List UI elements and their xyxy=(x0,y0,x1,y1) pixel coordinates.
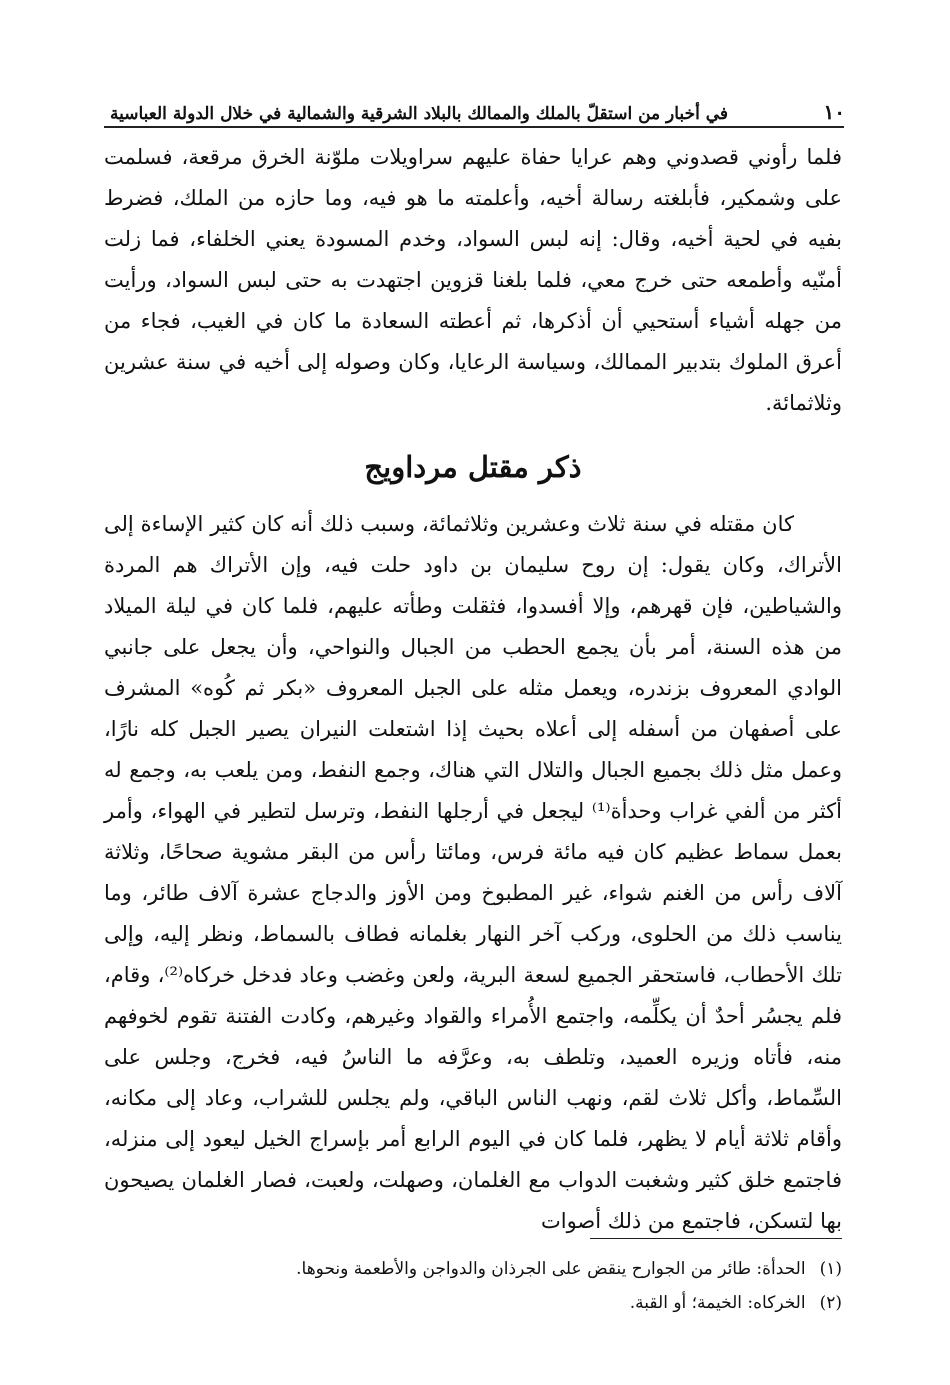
footnote-1 xyxy=(104,1252,842,1286)
footnotes xyxy=(104,1252,842,1320)
header-divider xyxy=(104,126,844,128)
footnote-text: الحدأة: طائر من الجوارح ينقض على الجرذان والدواجن والأطعمة ونحوها. xyxy=(296,1259,806,1279)
page-header xyxy=(110,84,845,124)
footnote-text: الخركاه: الخيمة؛ أو القبة. xyxy=(629,1293,806,1313)
footnote-marker: (٢) xyxy=(819,1293,842,1313)
running-title: في أخبار من استقلّ بالملك والممالك بالبلاد الشرقية والشمالية في خلال الدولة العباسية xyxy=(110,104,729,124)
page-number: ١٠ xyxy=(823,100,845,124)
intro-paragraph: فلما رأوني قصدوني وهم عرايا حفاة عليهم سراويلات ملوّنة الخرق مرقعة، فسلمت على وشمكير، فأبلغته رسالة أخيه، وأعلمته ما هو فيه، وما حازه من الملك، فضرط بفيه في لحية أخيه، وقال: إنه لبس السواد، وخدم المسودة يعني الخلفاء، فما زلت أمنّيه وأطمعه حتى خرج معي، فلما بلغنا قزوين اجتهدت به حتى لبس السواد، ورأيت من جهله أشياء أستحيي أن أذكرها، ثم أعطته السعادة ما كان في الغيب، فجاء من أعرق الملوك بتدبير الممالك، وسياسة الرعايا، وكان وصوله إلى أخيه في سنة عشرين وثلاثمائة. xyxy=(104,145,842,415)
section-heading: ذكر مقتل مرداويج xyxy=(364,450,582,484)
footnote-divider xyxy=(590,1238,842,1239)
footnote-marker: (١) xyxy=(819,1259,842,1279)
footnote-2 xyxy=(104,1286,842,1320)
body-paragraph: كان مقتله في سنة ثلاث وعشرين وثلاثمائة، وسبب ذلك أنه كان كثير الإساءة إلى الأتراك، وكان يقول: إن روح سليمان بن داود حلت فيه، وإن الأتراك هم المردة والشياطين، فإن قهرهم، وإلا أفسدوا، فثقلت وطأته عليهم، فلما كان في ليلة الميلاد من هذه السنة، أمر بأن يجمع الحطب من الجبال والنواحي، وأن يجعل على جانبي الوادي المعروف بزندره، ويعمل مثله على الجبل المعروف «بكر ثم كُوه» المشرف على أصفهان من أسفله إلى أعلاه بحيث إذا اشتعلت النيران يصير الجبل كله نارًا، وعمل مثل ذلك بجميع الجبال والتلال التي هناك، وجمع النفط، ومن يلعب به، وجمع له أكثر من ألفي غراب وحدأة⁽¹⁾ ليجعل في أرجلها النفط، وترسل لتطير في الهواء، وأمر بعمل سماط عظيم كان فيه مائة فرس، ومائتا رأس من البقر مشوية صحاحًا، وثلاثة آلاف رأس من الغنم شواء، غير المطبوخ ومن الأوز والدجاج عشرة آلاف طائر، وما يناسب ذلك من الحلوى، وركب آخر النهار بغلمانه فطاف بالسماط، ونظر إليه، وإلى تلك الأحطاب، فاستحقر الجميع لسعة البرية، ولعن وغضب وعاد فدخل خركاه⁽²⁾، وقام، فلم يجسُر أحدٌ أن يكلِّمه، واجتمع الأُمراء والقواد وغيرهم، وكادت الفتنة تقوم لخوفهم منه، فأتاه وزيره العميد، وتلطف به، وعرَّفه ما الناسُ فيه، فخرج، وجلس على السِّماط، وأكل ثلاث لقم، ونهب الناس الباقي، ولم يجلس للشراب، وعاد إلى مكانه، وأقام ثلاثة أيام لا يظهر، فلما كان في اليوم الرابع أمر بإسراج الخيل ليعود إلى منزله، فاجتمع خلق كثير وشغبت الدواب مع الغلمان، وصهلت، ولعبت، فصار الغلمان يصيحون بها لتسكن، فاجتمع من ذلك أصوات xyxy=(104,512,842,1233)
